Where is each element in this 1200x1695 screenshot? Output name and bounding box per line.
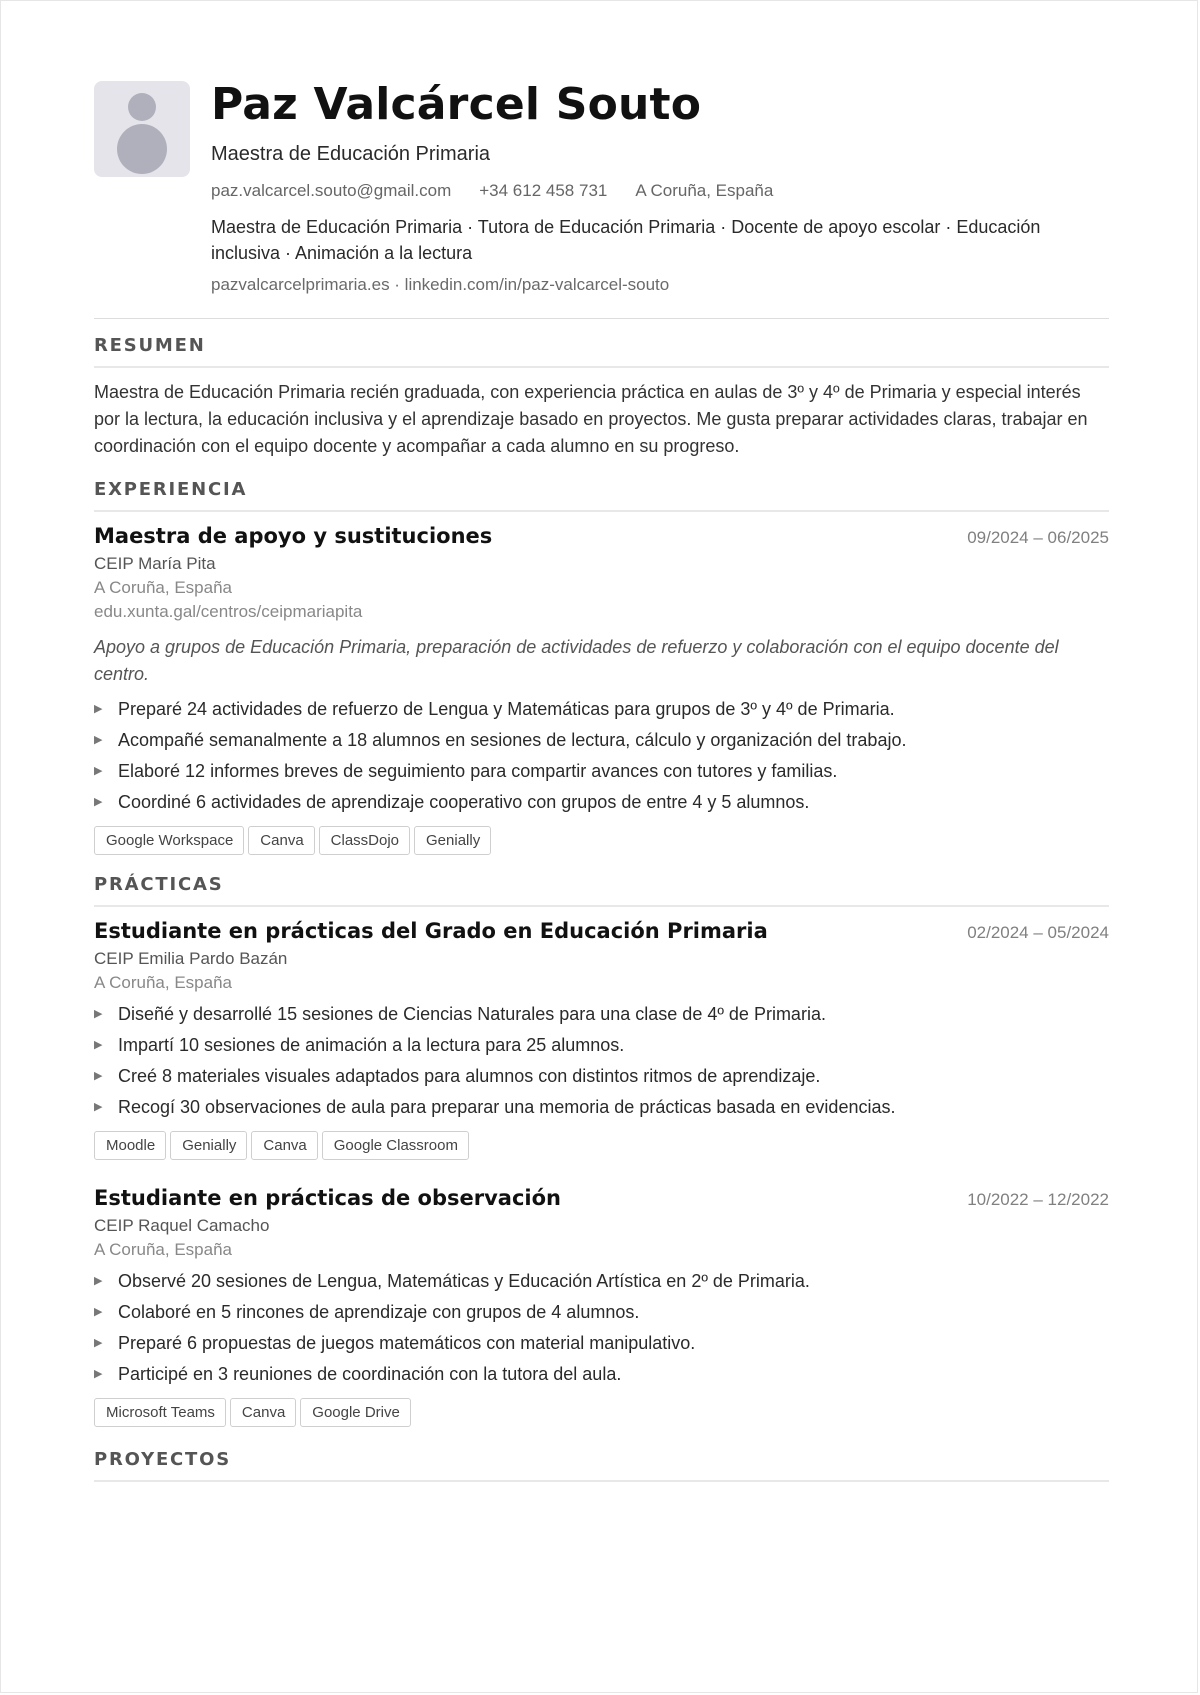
- avatar-placeholder-icon: [94, 81, 190, 177]
- job-title: Estudiante en prácticas del Grado en Educación Primaria: [94, 919, 768, 944]
- job-bullets: [94, 694, 1109, 818]
- section-title-projects: PROYECTOS: [94, 1449, 1109, 1482]
- skill-tags: [94, 826, 1109, 855]
- skill-tag: Genially: [170, 1131, 247, 1160]
- skill-tags: [94, 1131, 1109, 1160]
- bullet-text: Impartí 10 sesiones de animación a la lectura para 25 alumnos.: [118, 1035, 625, 1056]
- bullet-text: Colaboré en 5 rincones de aprendizaje con grupos de 4 alumnos.: [118, 1302, 640, 1323]
- triangle-right-icon: ▶: [94, 734, 103, 747]
- list-item: [94, 756, 1109, 787]
- list-item: [94, 1297, 1109, 1328]
- contact-location: A Coruña, España: [635, 181, 774, 201]
- job-bullets: [94, 999, 1109, 1123]
- job-url[interactable]: edu.xunta.gal/centros/ceipmariapita: [94, 602, 363, 622]
- job-dates: 02/2024 – 05/2024: [967, 923, 1109, 943]
- contact-email[interactable]: paz.valcarcel.souto@gmail.com: [211, 181, 452, 201]
- header-text: [211, 81, 1109, 295]
- triangle-right-icon: ▶: [94, 765, 103, 778]
- job-location: A Coruña, España: [94, 1240, 232, 1260]
- triangle-right-icon: ▶: [94, 703, 103, 716]
- internship-entry: [94, 1186, 1109, 1427]
- header-divider: [94, 318, 1109, 319]
- triangle-right-icon: ▶: [94, 1008, 103, 1021]
- avatar-body-shape: [117, 124, 167, 174]
- section-title-internships: PRÁCTICAS: [94, 874, 1109, 907]
- triangle-right-icon: ▶: [94, 1101, 103, 1114]
- list-item: [94, 694, 1109, 725]
- triangle-right-icon: ▶: [94, 1368, 103, 1381]
- bullet-text: Diseñé y desarrollé 15 sesiones de Ciencias Naturales para una clase de 4º de Primaria.: [118, 1004, 826, 1025]
- job-header: [94, 524, 1109, 548]
- section-title-experience: EXPERIENCIA: [94, 479, 1109, 512]
- job-description: Apoyo a grupos de Educación Primaria, preparación de actividades de refuerzo y colaboración con el equipo docente del centro.: [94, 637, 1059, 685]
- list-item: [94, 999, 1109, 1030]
- bullet-text: Preparé 6 propuestas de juegos matemáticos con material manipulativo.: [118, 1333, 696, 1354]
- skill-tag: Canva: [230, 1398, 296, 1427]
- candidate-role: Maestra de Educación Primaria: [211, 143, 491, 166]
- profile-links[interactable]: pazvalcarcelprimaria.es · linkedin.com/in/paz-valcarcel-souto: [211, 275, 670, 295]
- bullet-text: Participé en 3 reuniones de coordinación con la tutora del aula.: [118, 1364, 622, 1385]
- list-item: [94, 787, 1109, 818]
- bullet-text: Acompañé semanalmente a 18 alumnos en sesiones de lectura, cálculo y organización del trabajo.: [118, 730, 907, 751]
- job-organization: CEIP María Pita: [94, 554, 216, 574]
- skill-tag: Moodle: [94, 1131, 166, 1160]
- bullet-text: Observé 20 sesiones de Lengua, Matemáticas y Educación Artística en 2º de Primaria.: [118, 1271, 810, 1292]
- resume-header: [94, 81, 1109, 295]
- skill-tag: Microsoft Teams: [94, 1398, 226, 1427]
- job-title: Maestra de apoyo y sustituciones: [94, 524, 493, 549]
- list-item: [94, 1359, 1109, 1390]
- skill-tag: Canva: [251, 1131, 317, 1160]
- skill-tags: [94, 1398, 1109, 1427]
- skill-tag: Genially: [414, 826, 491, 855]
- experience-entry: [94, 524, 1109, 855]
- summary-text: Maestra de Educación Primaria recién graduada, con experiencia práctica en aulas de 3º y 4º de Primaria y especial interés por la lectura, la educación inclusiva y el aprendizaje basado en proyectos. Me gusta preparar actividades claras, trabajar en coordinación con el equipo docente y acompañar a cada alumno en su progreso.: [94, 382, 1088, 457]
- bullet-text: Recogí 30 observaciones de aula para preparar una memoria de prácticas basada en evidencias.: [118, 1097, 896, 1118]
- job-location: A Coruña, España: [94, 578, 232, 598]
- list-item: [94, 1328, 1109, 1359]
- resume-content: [94, 81, 1109, 1482]
- triangle-right-icon: ▶: [94, 1337, 103, 1350]
- section-title-summary: RESUMEN: [94, 335, 1109, 368]
- triangle-right-icon: ▶: [94, 1070, 103, 1083]
- bullet-text: Creé 8 materiales visuales adaptados para alumnos con distintos ritmos de aprendizaje.: [118, 1066, 821, 1087]
- job-header: [94, 919, 1109, 943]
- list-item: [94, 1266, 1109, 1297]
- list-item: [94, 725, 1109, 756]
- job-dates: 10/2022 – 12/2022: [967, 1190, 1109, 1210]
- contact-phone[interactable]: +34 612 458 731: [479, 181, 608, 201]
- job-title: Estudiante en prácticas de observación: [94, 1186, 561, 1211]
- skill-tag: Canva: [248, 826, 314, 855]
- bullet-text: Elaboré 12 informes breves de seguimiento para compartir avances con tutores y familias.: [118, 761, 838, 782]
- profile-headline: Maestra de Educación Primaria · Tutora de Educación Primaria · Docente de apoyo escolar · Educación inclusiva · Animación a la lectura: [211, 217, 1041, 264]
- list-item: [94, 1061, 1109, 1092]
- bullet-text: Coordiné 6 actividades de aprendizaje cooperativo con grupos de entre 4 y 5 alumnos.: [118, 792, 810, 813]
- list-item: [94, 1030, 1109, 1061]
- job-location: A Coruña, España: [94, 973, 232, 993]
- avatar-head-shape: [128, 93, 156, 121]
- skill-tag: Google Workspace: [94, 826, 244, 855]
- triangle-right-icon: ▶: [94, 1039, 103, 1052]
- contact-line: [211, 181, 1109, 201]
- bullet-text: Preparé 24 actividades de refuerzo de Lengua y Matemáticas para grupos de 3º y 4º de Primaria.: [118, 699, 895, 720]
- candidate-name: Paz Valcárcel Souto: [211, 79, 702, 130]
- job-bullets: [94, 1266, 1109, 1390]
- triangle-right-icon: ▶: [94, 1306, 103, 1319]
- job-organization: CEIP Emilia Pardo Bazán: [94, 949, 288, 969]
- skill-tag: Google Drive: [300, 1398, 411, 1427]
- list-item: [94, 1092, 1109, 1123]
- skill-tag: ClassDojo: [319, 826, 410, 855]
- job-organization: CEIP Raquel Camacho: [94, 1216, 270, 1236]
- triangle-right-icon: ▶: [94, 796, 103, 809]
- triangle-right-icon: ▶: [94, 1275, 103, 1288]
- job-dates: 09/2024 – 06/2025: [967, 528, 1109, 548]
- skill-tag: Google Classroom: [322, 1131, 469, 1160]
- internship-entry: [94, 919, 1109, 1160]
- job-header: [94, 1186, 1109, 1210]
